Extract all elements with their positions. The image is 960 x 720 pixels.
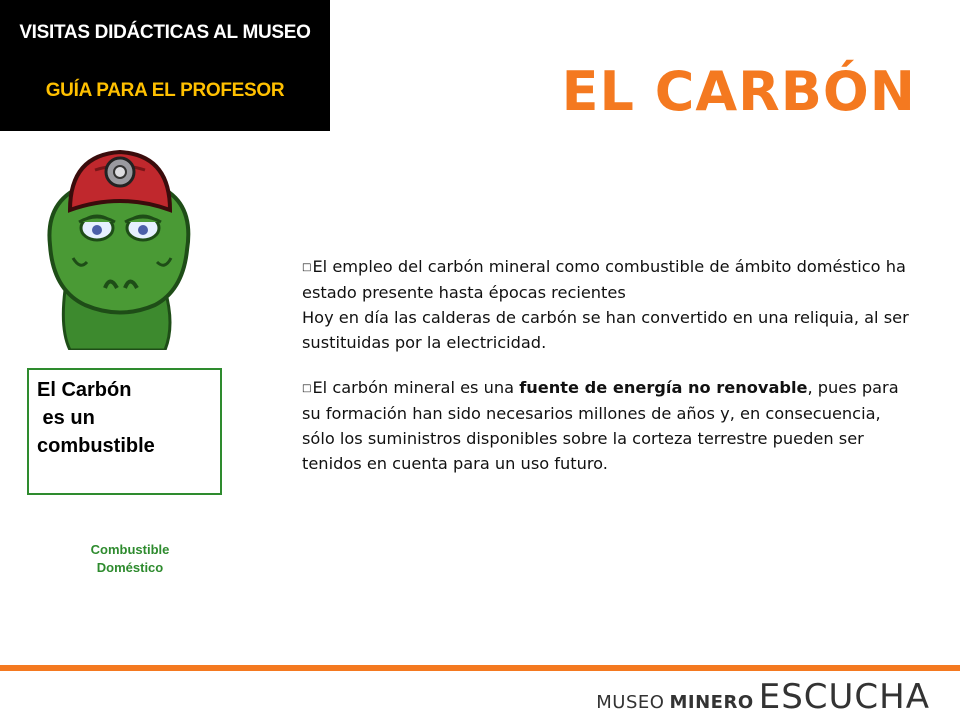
footer-bar bbox=[0, 665, 960, 671]
bullet-icon: □ bbox=[302, 262, 312, 273]
paragraph-1 bbox=[302, 254, 912, 355]
paragraph-2-pre: El carbón mineral es una bbox=[312, 378, 520, 397]
paragraph-1-text-1: El empleo del carbón mineral como combustible de ámbito doméstico ha estado presente hasta épocas recientes bbox=[302, 257, 906, 302]
label-box bbox=[27, 368, 222, 495]
museum-logo bbox=[596, 677, 930, 717]
paragraph-1-text-2: Hoy en día las calderas de carbón se han convertido en una reliquia, al ser sustituidas por la electricidad. bbox=[302, 308, 909, 352]
paragraph-2-post: , pues para su formación han sido necesarios millones de años y, en consecuencia, sólo los suministros disponibles sobre la corteza terrestre pueden ser tenidos en cuenta para un uso futuro. bbox=[302, 378, 899, 473]
header-box bbox=[0, 0, 330, 131]
logo-minero: MINERO bbox=[669, 692, 754, 713]
label-line-3: combustible bbox=[37, 435, 155, 457]
snake-miner-mascot-icon bbox=[25, 140, 210, 350]
header-title: VISITAS DIDÁCTICAS AL MUSEO bbox=[19, 22, 311, 43]
body-text bbox=[302, 254, 912, 476]
paragraph-2-bold: fuente de energía no renovable bbox=[519, 378, 808, 397]
image-caption bbox=[60, 541, 200, 577]
logo-escucha: ESCUCHA bbox=[758, 677, 930, 717]
logo-museo: MUSEO bbox=[596, 692, 665, 713]
paragraph-2 bbox=[302, 375, 912, 476]
caption-line-1: Combustible bbox=[90, 542, 170, 557]
bullet-icon: □ bbox=[302, 383, 312, 394]
header-subtitle: GUÍA PARA EL PROFESOR bbox=[45, 80, 285, 101]
caption-line-2: Doméstico bbox=[96, 560, 164, 575]
label-line-1: El Carbón bbox=[37, 379, 132, 401]
page-title: EL CARBÓN bbox=[561, 60, 916, 123]
label-line-2: es un bbox=[37, 407, 95, 429]
